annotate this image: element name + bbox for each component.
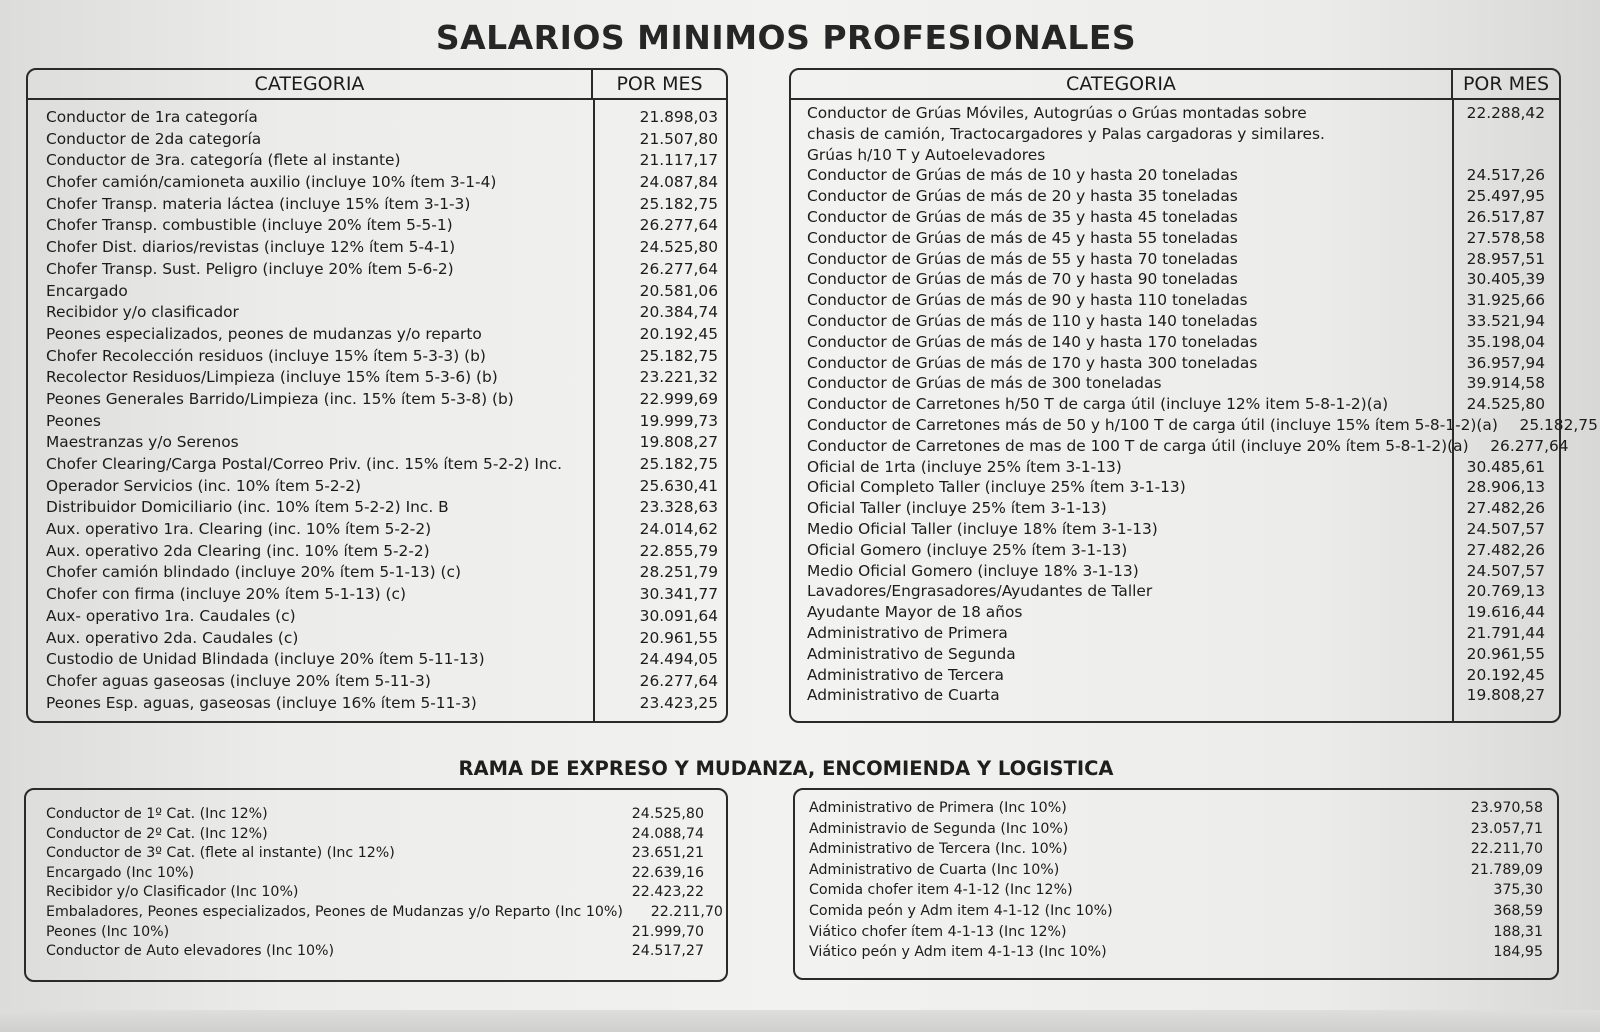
table-row [807, 291, 1545, 312]
table-row [46, 629, 718, 651]
monthly-value: 23.423,25 [639, 693, 718, 712]
category-label: Peones Generales Barrido/Limpieza (inc. 15% ítem 5-3-8) (b) [46, 389, 514, 408]
category-label: Conductor de Grúas de más de 170 y hasta 300 toneladas [807, 353, 1258, 372]
table-row [46, 865, 704, 885]
table-row [807, 645, 1545, 666]
table-row [46, 694, 718, 716]
right-salary-table [789, 68, 1598, 723]
table-row [46, 325, 718, 347]
table-row [807, 458, 1545, 479]
monthly-value: 22.211,70 [650, 903, 723, 920]
table-row [807, 125, 1545, 146]
monthly-value: 22.423,22 [631, 884, 704, 901]
category-label: Peones (Inc 10%) [46, 923, 170, 940]
monthly-value: 24.088,74 [631, 825, 704, 842]
category-label: Chofer camión/camioneta auxilio (incluye 10% ítem 3-1-4) [46, 173, 497, 192]
monthly-value: 24.517,26 [1466, 166, 1545, 185]
monthly-value: 24.014,62 [639, 520, 718, 539]
category-label: Grúas h/10 T y Autoelevadores [807, 145, 1046, 164]
category-label: Comida peón y Adm item 4-1-12 (Inc 10%) [809, 902, 1113, 919]
monthly-value: 26.277,64 [639, 259, 718, 278]
monthly-value: 26.277,64 [1490, 436, 1569, 455]
table-row [46, 542, 718, 564]
monthly-value: 375,30 [1493, 882, 1543, 899]
table-row [46, 585, 718, 607]
monthly-value: 27.578,58 [1466, 228, 1545, 247]
category-label: chasis de camión, Tractocargadores y Palas cargadoras y similares. [807, 124, 1325, 143]
monthly-value: 19.616,44 [1466, 603, 1545, 622]
table-row [807, 624, 1545, 645]
monthly-value: 20.192,45 [1466, 665, 1545, 684]
section-title: RAMA DE EXPRESO Y MUDANZA, ENCOMIENDA Y LOGISTICA [458, 757, 1114, 780]
expreso-right-table [793, 788, 1559, 980]
table-row [46, 477, 718, 499]
table-row [807, 270, 1545, 291]
table-row [46, 368, 718, 390]
table-row [46, 347, 718, 369]
table-row [46, 672, 718, 694]
category-label: Conductor de 3º Cat. (flete al instante) (Inc 12%) [46, 845, 395, 862]
monthly-value: 21.791,44 [1466, 623, 1545, 642]
category-label: Conductor de Grúas de más de 10 y hasta 20 toneladas [807, 166, 1238, 185]
category-label: Conductor de 2da categoría [46, 129, 262, 148]
table-row [809, 800, 1543, 821]
category-label: Operador Servicios (inc. 10% ítem 5-2-2) [46, 476, 362, 495]
table-row [46, 282, 718, 304]
monthly-value: 20.192,45 [639, 324, 718, 343]
category-label: Conductor de Grúas de más de 20 y hasta 35 toneladas [807, 187, 1238, 206]
table-row [46, 806, 704, 826]
monthly-value: 23.057,71 [1470, 820, 1543, 837]
monthly-value: 188,31 [1493, 923, 1543, 940]
monthly-value: 25.182,75 [1519, 415, 1598, 434]
table-header [791, 70, 1559, 100]
monthly-value: 19.999,73 [639, 411, 718, 430]
table-row [46, 607, 718, 629]
monthly-value: 21.999,70 [631, 923, 704, 940]
monthly-value: 30.091,64 [639, 606, 718, 625]
table-row [46, 216, 718, 238]
monthly-value: 25.497,95 [1466, 187, 1545, 206]
monthly-value: 24.525,80 [631, 806, 704, 822]
monthly-value: 31.925,66 [1466, 291, 1545, 310]
category-label: Peones [46, 411, 101, 430]
table-row [809, 903, 1543, 924]
table-row [46, 884, 704, 904]
category-label: Conductor de Grúas de más de 55 y hasta 70 toneladas [807, 249, 1238, 268]
table-row [807, 666, 1545, 687]
monthly-value: 36.957,94 [1466, 353, 1545, 372]
monthly-value: 25.182,75 [639, 346, 718, 365]
monthly-value: 26.277,64 [639, 671, 718, 690]
monthly-value: 24.507,57 [1466, 561, 1545, 580]
category-label: Conductor de Grúas de más de 35 y hasta 45 toneladas [807, 207, 1238, 226]
category-label: Conductor de Grúas de más de 45 y hasta 55 toneladas [807, 228, 1238, 247]
header-category: CATEGORIA [254, 73, 365, 95]
category-label: Conductor de Grúas de más de 140 y hasta 170 toneladas [807, 332, 1258, 351]
category-label: Chofer Transp. Sust. Peligro (incluye 20% ítem 5-6-2) [46, 259, 454, 278]
category-label: Distribuidor Domiciliario (inc. 10% ítem 5-2-2) Inc. B [46, 498, 449, 517]
category-label: Chofer aguas gaseosas (incluye 20% ítem 5-11-3) [46, 671, 431, 690]
category-label: Oficial Taller (incluye 25% ítem 3-1-13) [807, 499, 1107, 518]
table-row [809, 882, 1543, 903]
table-row [46, 108, 718, 130]
monthly-value: 20.961,55 [639, 628, 718, 647]
monthly-value: 22.639,16 [631, 864, 704, 881]
monthly-value: 35.198,04 [1466, 332, 1545, 351]
monthly-value: 24.087,84 [639, 173, 718, 192]
category-label: Oficial de 1rta (incluye 25% ítem 3-1-13) [807, 457, 1122, 476]
category-label: Administrativo de Cuarta (Inc 10%) [809, 861, 1060, 878]
monthly-value: 25.182,75 [639, 455, 718, 473]
monthly-value: 22.855,79 [639, 541, 718, 560]
monthly-value: 39.914,58 [1466, 374, 1545, 393]
table-row [46, 903, 723, 924]
table-row [809, 841, 1543, 862]
category-label: Encargado [46, 281, 128, 300]
category-label: Chofer Clearing/Carga Postal/Correo Priv. (inc. 15% ítem 5-2-2) Inc. [46, 455, 563, 473]
category-label: Conductor de 2º Cat. (Inc 12%) [46, 825, 268, 842]
category-label: Administrativo de Primera [807, 623, 1008, 642]
table-row [807, 333, 1545, 354]
monthly-value: 27.482,26 [1466, 540, 1545, 559]
monthly-value: 21.898,03 [639, 108, 718, 126]
category-label: Administrativo de Tercera [807, 665, 1004, 684]
category-label: Chofer Transp. materia láctea (incluye 15% ítem 3-1-3) [46, 194, 471, 213]
category-label: Aux. operativo 2da Clearing (inc. 10% ítem 5-2-2) [46, 541, 430, 560]
category-label: Conductor de Grúas de más de 110 y hasta 140 toneladas [807, 311, 1258, 330]
category-label: Chofer Transp. combustible (incluye 20% ítem 5-5-1) [46, 216, 453, 235]
table-row [46, 924, 704, 944]
monthly-value: 28.251,79 [639, 563, 718, 582]
table-row [807, 187, 1545, 208]
category-label: Administrativo de Segunda [807, 644, 1016, 663]
category-label: Recolector Residuos/Limpieza (incluye 15% ítem 5-3-6) (b) [46, 368, 498, 387]
category-label: Aux. operativo 1ra. Clearing (inc. 10% ítem 5-2-2) [46, 520, 432, 539]
monthly-value: 24.494,05 [639, 650, 718, 669]
category-label: Viático chofer ítem 4-1-13 (Inc 12%) [809, 923, 1067, 940]
monthly-value: 25.630,41 [639, 476, 718, 495]
header-category: CATEGORIA [1066, 73, 1176, 95]
category-label: Ayudante Mayor de 18 años [807, 603, 1023, 622]
table-row [46, 433, 718, 455]
table-header [28, 70, 726, 100]
monthly-value: 23.328,63 [639, 498, 718, 517]
category-label: Chofer Dist. diarios/revistas (incluye 12% ítem 5-4-1) [46, 238, 456, 257]
category-label: Conductor de Grúas Móviles, Autogrúas o Grúas montadas sobre [807, 104, 1307, 122]
table-row [46, 130, 718, 152]
category-label: Aux- operativo 1ra. Caudales (c) [46, 606, 296, 625]
monthly-value: 20.961,55 [1466, 644, 1545, 663]
table-row [807, 146, 1545, 167]
category-label: Oficial Completo Taller (incluye 25% ítem 3-1-13) [807, 478, 1186, 497]
monthly-value: 23.221,32 [639, 368, 718, 387]
category-label: Lavadores/Engrasadores/Ayudantes de Taller [807, 582, 1153, 601]
monthly-value: 27.482,26 [1466, 499, 1545, 518]
table-body [795, 800, 1557, 965]
table-row [807, 250, 1545, 271]
table-row [807, 478, 1545, 499]
monthly-value: 24.525,80 [639, 238, 718, 257]
table-row [807, 436, 1569, 458]
monthly-value: 21.789,09 [1470, 861, 1543, 878]
header-per-month: POR MES [1451, 70, 1559, 98]
category-label: Conductor de Grúas de más de 90 y hasta 110 toneladas [807, 291, 1248, 310]
monthly-value: 25.182,75 [639, 194, 718, 213]
category-label: Recibidor y/o clasificador [46, 303, 239, 322]
category-label: Conductor de 1ra categoría [46, 108, 258, 126]
table-row [46, 173, 718, 195]
monthly-value: 26.517,87 [1466, 207, 1545, 226]
monthly-value: 23.970,58 [1470, 800, 1543, 816]
table-row [46, 943, 704, 963]
category-label: Administrativo de Cuarta [807, 686, 1000, 705]
expreso-left-table [24, 788, 728, 982]
table-row [46, 498, 718, 520]
table-row [46, 650, 718, 672]
monthly-value: 24.507,57 [1466, 519, 1545, 538]
table-body [28, 108, 726, 715]
category-label: Chofer camión blindado (incluye 20% ítem 5-1-13) (c) [46, 563, 462, 582]
table-row [46, 520, 718, 542]
category-label: Conductor de 1º Cat. (Inc 12%) [46, 806, 268, 822]
table-row [807, 104, 1545, 125]
table-row [807, 541, 1545, 562]
table-row [46, 238, 718, 260]
table-row [807, 582, 1545, 603]
category-label: Comida chofer item 4-1-12 (Inc 12%) [809, 882, 1073, 899]
monthly-value: 26.277,64 [639, 216, 718, 235]
table-row [807, 520, 1545, 541]
category-label: Medio Oficial Taller (incluye 18% ítem 3-1-13) [807, 519, 1158, 538]
table-row [46, 845, 704, 865]
monthly-value: 30.341,77 [639, 585, 718, 604]
monthly-value: 21.507,80 [639, 129, 718, 148]
category-label: Viático peón y Adm item 4-1-13 (Inc 10%) [809, 944, 1107, 961]
category-label: Encargado (Inc 10%) [46, 864, 195, 881]
category-label: Conductor de Carretones de mas de 100 T de carga útil (incluye 20% ítem 5-8-1-2)(a) [807, 436, 1469, 455]
monthly-value: 22.999,69 [639, 389, 718, 408]
monthly-value: 22.211,70 [1470, 841, 1543, 858]
table-row [807, 395, 1545, 416]
page-title: SALARIOS MINIMOS PROFESIONALES [435, 18, 1137, 57]
table-row [807, 354, 1545, 375]
category-label: Conductor de Grúas de más de 300 toneladas [807, 374, 1162, 393]
table-row [807, 208, 1545, 229]
category-label: Maestranzas y/o Serenos [46, 433, 239, 452]
page-edge [0, 1010, 1600, 1032]
category-label: Conductor de Carretones h/50 T de carga útil (incluye 12% item 5-8-1-2)(a) [807, 395, 1389, 414]
table-row [807, 415, 1598, 437]
monthly-value: 24.525,80 [1466, 395, 1545, 414]
monthly-value: 20.581,06 [639, 281, 718, 300]
category-label: Chofer Recolección residuos (incluye 15% ítem 5-3-3) (b) [46, 346, 486, 365]
category-label: Conductor de 3ra. categoría (flete al instante) [46, 151, 401, 170]
monthly-value: 23.651,21 [631, 845, 704, 862]
category-label: Administrativo de Tercera (Inc. 10%) [809, 841, 1068, 858]
monthly-value: 28.957,51 [1466, 249, 1545, 268]
table-row [807, 166, 1545, 187]
table-row [46, 455, 718, 477]
category-label: Aux. operativo 2da. Caudales (c) [46, 628, 299, 647]
monthly-value: 19.808,27 [1466, 686, 1545, 705]
monthly-value: 368,59 [1493, 902, 1543, 919]
table-row [46, 390, 718, 412]
monthly-value: 28.906,13 [1466, 478, 1545, 497]
header-per-month: POR MES [591, 70, 726, 98]
table-row [46, 826, 704, 846]
table-row [46, 563, 718, 585]
table-row [807, 562, 1545, 583]
monthly-value: 24.517,27 [631, 943, 704, 960]
category-label: Embaladores, Peones especializados, Peones de Mudanzas y/o Reparto (Inc 10%) [46, 903, 623, 920]
table-row [809, 821, 1543, 842]
table-row [807, 603, 1545, 624]
monthly-value: 30.405,39 [1466, 270, 1545, 289]
category-label: Peones Esp. aguas, gaseosas (incluye 16% ítem 5-11-3) [46, 693, 477, 712]
monthly-value: 19.808,27 [639, 433, 718, 452]
category-label: Chofer con firma (incluye 20% ítem 5-1-13) (c) [46, 585, 407, 604]
monthly-value: 30.485,61 [1466, 457, 1545, 476]
table-body [26, 806, 726, 963]
table-row [807, 312, 1545, 333]
left-salary-table [26, 68, 728, 723]
category-label: Conductor de Carretones más de 50 y h/100 T de carga útil (incluye 15% ítem 5-8-1-2)(a) [807, 415, 1498, 434]
category-label: Recibidor y/o Clasificador (Inc 10%) [46, 884, 299, 901]
table-row [46, 412, 718, 434]
monthly-value: 20.769,13 [1466, 582, 1545, 601]
monthly-value: 21.117,17 [639, 151, 718, 170]
category-label: Conductor de Grúas de más de 70 y hasta 90 toneladas [807, 270, 1238, 289]
table-row [809, 924, 1543, 945]
table-row [807, 374, 1545, 395]
table-row [809, 862, 1543, 883]
table-row [807, 499, 1545, 520]
category-label: Medio Oficial Gomero (incluye 18% 3-1-13) [807, 561, 1139, 580]
monthly-value: 184,95 [1493, 944, 1543, 961]
table-row [807, 686, 1545, 707]
monthly-value: 20.384,74 [639, 303, 718, 322]
table-row [46, 195, 718, 217]
table-row [46, 151, 718, 173]
table-row [807, 229, 1545, 250]
table-row [46, 260, 718, 282]
category-label: Custodio de Unidad Blindada (incluye 20% ítem 5-11-13) [46, 650, 485, 669]
table-row [46, 303, 718, 325]
monthly-value: 33.521,94 [1466, 311, 1545, 330]
category-label: Administravio de Segunda (Inc 10%) [809, 820, 1069, 837]
category-label: Conductor de Auto elevadores (Inc 10%) [46, 943, 335, 960]
category-label: Administrativo de Primera (Inc 10%) [809, 800, 1067, 816]
monthly-value: 22.288,42 [1466, 104, 1545, 122]
category-label: Oficial Gomero (incluye 25% ítem 3-1-13) [807, 540, 1128, 559]
table-row [809, 944, 1543, 965]
table-body [791, 104, 1598, 707]
category-label: Peones especializados, peones de mudanzas y/o reparto [46, 324, 482, 343]
